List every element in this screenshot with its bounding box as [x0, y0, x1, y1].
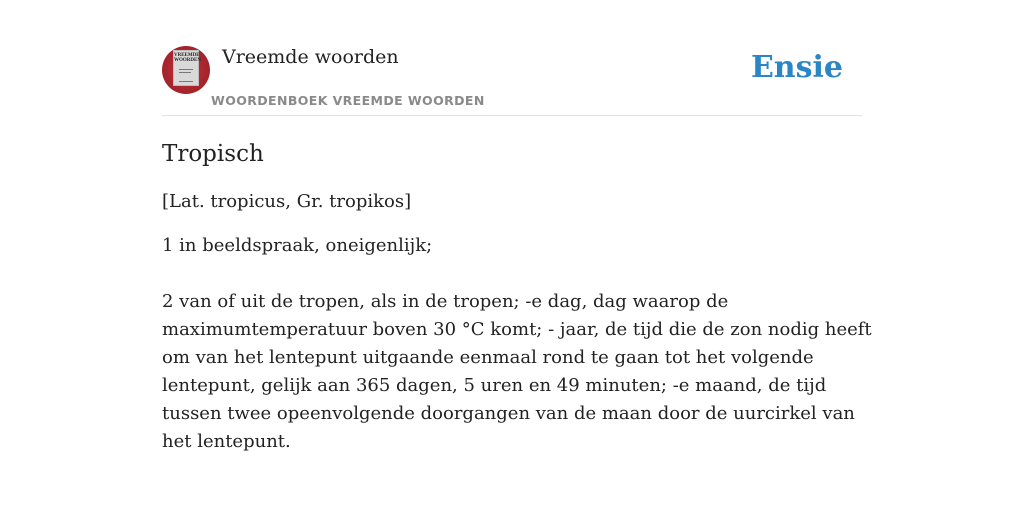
meaning-spacer	[162, 260, 872, 288]
ensie-logo-link[interactable]: Ensie	[750, 50, 843, 85]
book-cover-title: VREEMDE WOORDEN	[174, 53, 201, 63]
book-cover-icon	[173, 50, 199, 86]
dictionary-avatar[interactable]	[162, 46, 210, 94]
entry-title: Tropisch	[162, 141, 264, 167]
book-cover-line	[179, 81, 193, 82]
entry-content	[162, 138, 872, 456]
entry-meaning-2: 2 van of uit de tropen, als in de tropen; -e dag, dag waarop de maximumtemperatuur boven 30 °C komt; - jaar, de tijd die de zon nodig heeft om van het lentepunt uitgaande eenmaal rond te gaan tot het volgende lentepunt, gelijk aan 365 dagen, 5 uren en 49 minuten; -e maand, de tijd tussen twee opeenvolgende doorgangen van de maan door de uurcirkel van het lentepunt.	[162, 291, 872, 452]
site-title[interactable]: Vreemde woorden	[222, 46, 399, 68]
site-subtitle: WOORDENBOEK VREEMDE WOORDEN	[211, 93, 485, 108]
entry-etymology: [Lat. tropicus, Gr. tropikos]	[162, 191, 412, 212]
entry-meaning-1: 1 in beeldspraak, oneigenlijk;	[162, 235, 433, 256]
header	[162, 44, 862, 116]
book-cover-line	[179, 72, 191, 73]
book-cover-line	[179, 69, 193, 70]
